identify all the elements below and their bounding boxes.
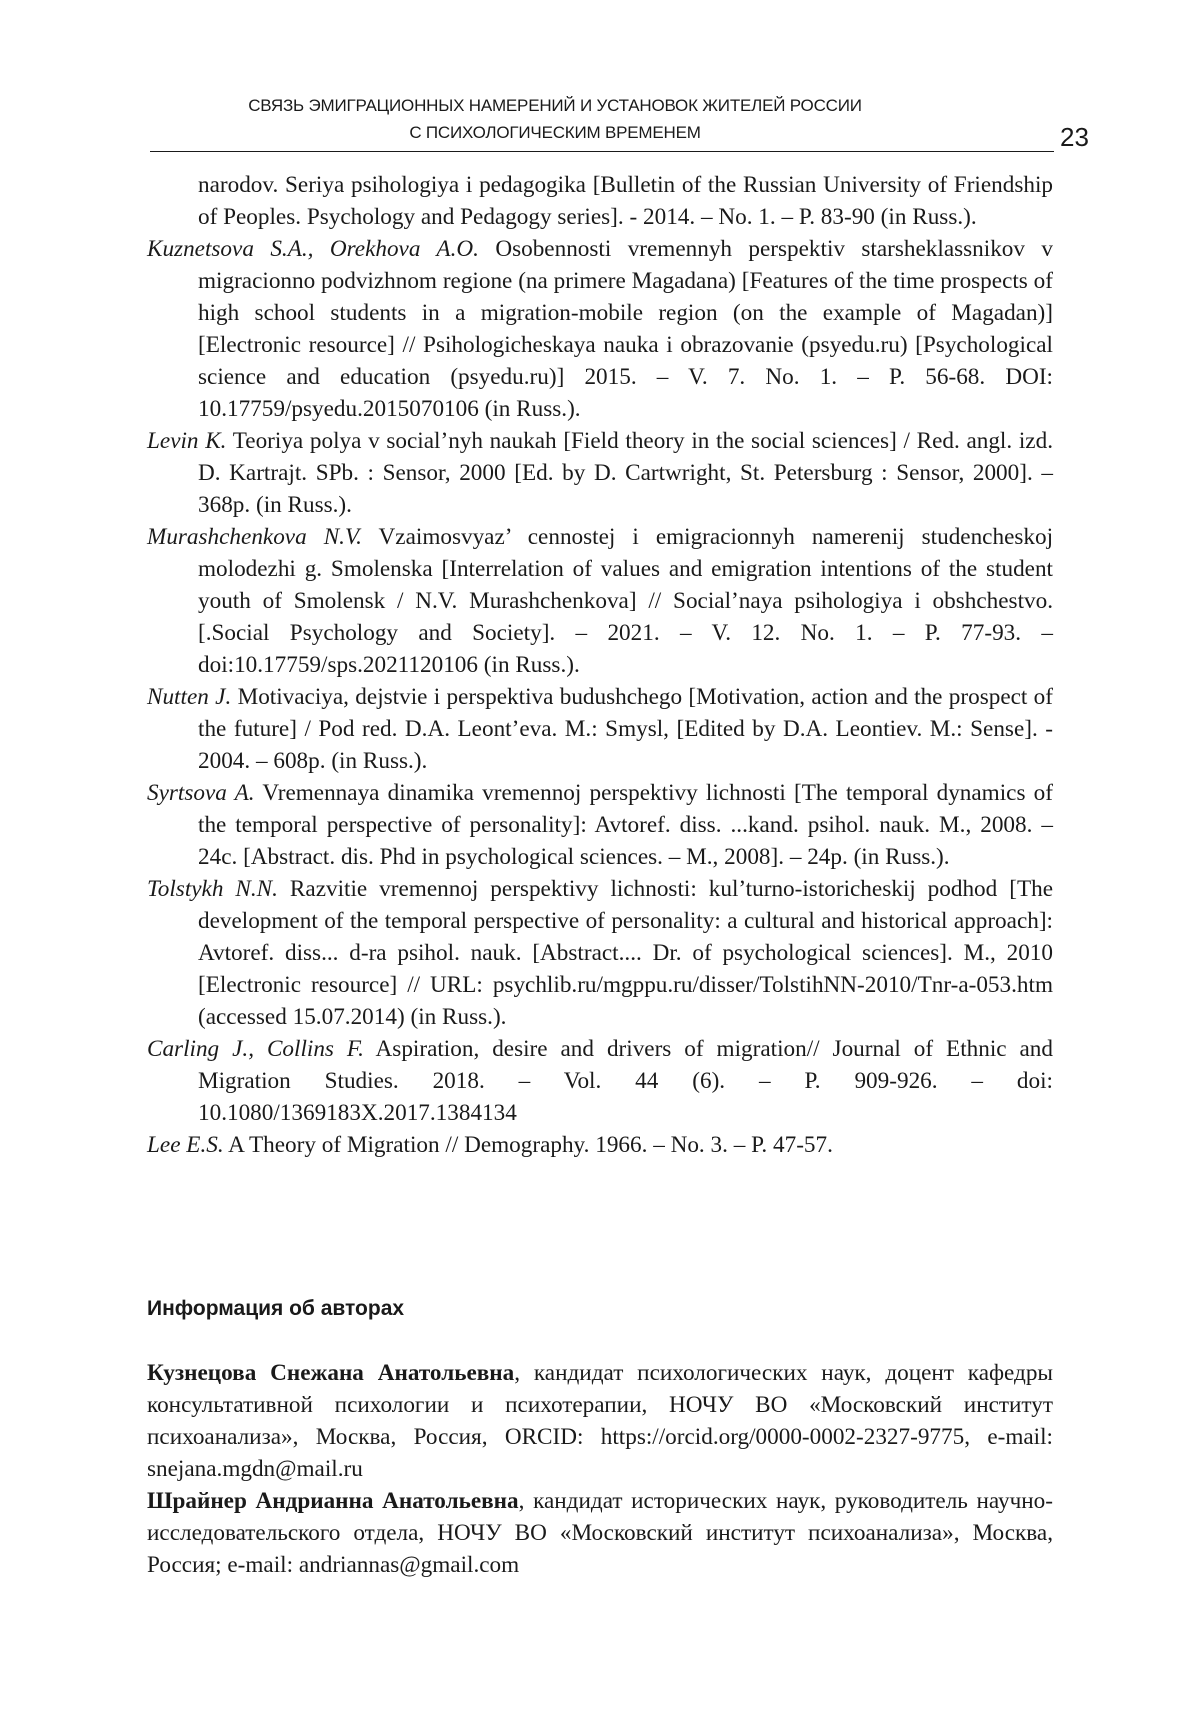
- reference-authors: Tolstykh N.N.: [147, 876, 278, 902]
- reference-text: A Theory of Migration // Demography. 1966. – No. 3. – P. 47-57.: [223, 1132, 833, 1158]
- reference-item: [147, 681, 1053, 777]
- author-entry: [147, 1357, 1053, 1485]
- reference-authors: Nutten J.: [147, 684, 232, 710]
- reference-item: [147, 425, 1053, 521]
- running-head-line-1: СВЯЗЬ ЭМИГРАЦИОННЫХ НАМЕРЕНИЙ И УСТАНОВОК ЖИТЕЛЕЙ РОССИИ: [248, 96, 862, 115]
- reference-item: [147, 1129, 1053, 1161]
- reference-text: Motivaciya, dejstvie i perspektiva budushchego [Motivation, action and the prospect of the future] / Pod red. D.A. Leont’eva. M.: Smysl, [Edited by D.A. Leontiev. M.: Sense]. - 2004. – 608p. (in Russ.).: [198, 684, 1053, 774]
- running-head: [175, 92, 935, 146]
- reference-text: Razvitie vremennoj perspektivy lichnosti: kul’turno-istoricheskij podhod [The development of the temporal perspective of personality: a cultural and historical approach]: Avtoref. diss... d-ra psihol. nauk. [Abstract.... Dr. of psychological sciences]. M., 2010 [Electronic resource] // URL: psychlib.ru/mgppu.ru/disser/TolstihNN-2010/Tnr-a-053.htm (accessed 15.07.2014) (in Russ.).: [198, 876, 1053, 1030]
- author-details: , кандидат психологических наук, доцент кафедры консультативной психологии и психотерапии, НОЧУ ВО «Московский институт психоанализа», Москва, Россия, ORCID: https://orcid.org/0000-0002-2327-9775, e-mail: snejana.mgdn@mail.ru: [147, 1360, 1053, 1482]
- reference-authors: Levin K.: [147, 428, 227, 454]
- reference-continuation: narodov. Seriya psihologiya i pedagogika [Bulletin of the Russian University of Friendship of Peoples. Psychology and Pedagogy series]. - 2014. – No. 1. – P. 83-90 (in Russ.).: [198, 172, 1053, 230]
- reference-authors: Syrtsova A.: [147, 780, 255, 806]
- author-name: Шрайнер Андрианна Анатольевна: [147, 1488, 519, 1514]
- authors-info: [147, 1357, 1053, 1581]
- reference-item: [147, 233, 1053, 425]
- reference-authors: Carling J., Collins F.: [147, 1036, 364, 1062]
- author-entry: [147, 1485, 1053, 1581]
- reference-item: [147, 521, 1053, 681]
- reference-authors: Kuznetsova S.A., Orekhova A.O.: [147, 236, 479, 262]
- header-rule: [150, 151, 1054, 152]
- reference-authors: Lee E.S.: [147, 1132, 224, 1158]
- page-number: 23: [1060, 122, 1089, 152]
- reference-item: [147, 873, 1053, 1033]
- reference-list: [147, 169, 1053, 1161]
- reference-text: Teoriya polya v social’nyh naukah [Field theory in the social sciences] / Red. angl. izd. D. Kartrajt. SPb. : Sensor, 2000 [Ed. by D. Cartwright, St. Petersburg : Sensor, 2000]. – 368p. (in Russ.).: [198, 428, 1053, 518]
- running-head-line-2: С ПСИХОЛОГИЧЕСКИМ ВРЕМЕНЕМ: [409, 123, 701, 142]
- author-name: Кузнецова Снежана Анатольевна: [147, 1360, 515, 1386]
- reference-text: Vremennaya dinamika vremennoj perspektivy lichnosti [The temporal dynamics of the temporal perspective of personality]: Avtoref. diss. ...kand. psihol. nauk. M., 2008. – 24c. [Abstract. dis. Phd in psychological sciences. – M., 2008]. – 24p. (in Russ.).: [198, 780, 1053, 870]
- author-details: , кандидат исторических наук, руководитель научно-исследовательского отдела, НОЧУ ВО «Московский институт психоанализа», Москва, Россия; e-mail: andriannas@gmail.com: [147, 1488, 1053, 1578]
- reference-authors: Murashchenkova N.V.: [147, 524, 362, 550]
- reference-item: [147, 1033, 1053, 1129]
- reference-text: Vzaimosvyaz’ cennostej i emigracionnyh namerenij studencheskoj molodezhi g. Smolenska [Interrelation of values and emigration intentions of the student youth of Smolensk / N.V. Murashchenkova] // Social’naya psihologiya i obshchestvo.[.Social Psychology and Society]. – 2021. – V. 12. No. 1. – P. 77-93. – doi:10.17759/sps.2021120106 (in Russ.).: [198, 524, 1054, 678]
- reference-item: [147, 777, 1053, 873]
- reference-text: Aspiration, desire and drivers of migration// Journal of Ethnic and Migration Studies. 2018. – Vol. 44 (6). – P. 909-926. – doi: 10.1080/1369183X.2017.1384134: [198, 1036, 1053, 1126]
- authors-info-heading: Информация об авторах: [147, 1297, 405, 1320]
- reference-text: Osobennosti vremennyh perspektiv starsheklassnikov v migracionno podvizhnom regione (na primere Magadana) [Features of the time prospects of high school students in a migration-mobile region (on the example of Magadan)] [Electronic resource] // Psihologicheskaya nauka i obrazovanie (psyedu.ru) [Psychological science and education (psyedu.ru)] 2015. – V. 7. No. 1. – P. 56-68. DOI: 10.17759/psyedu.2015070106 (in Russ.).: [198, 236, 1053, 422]
